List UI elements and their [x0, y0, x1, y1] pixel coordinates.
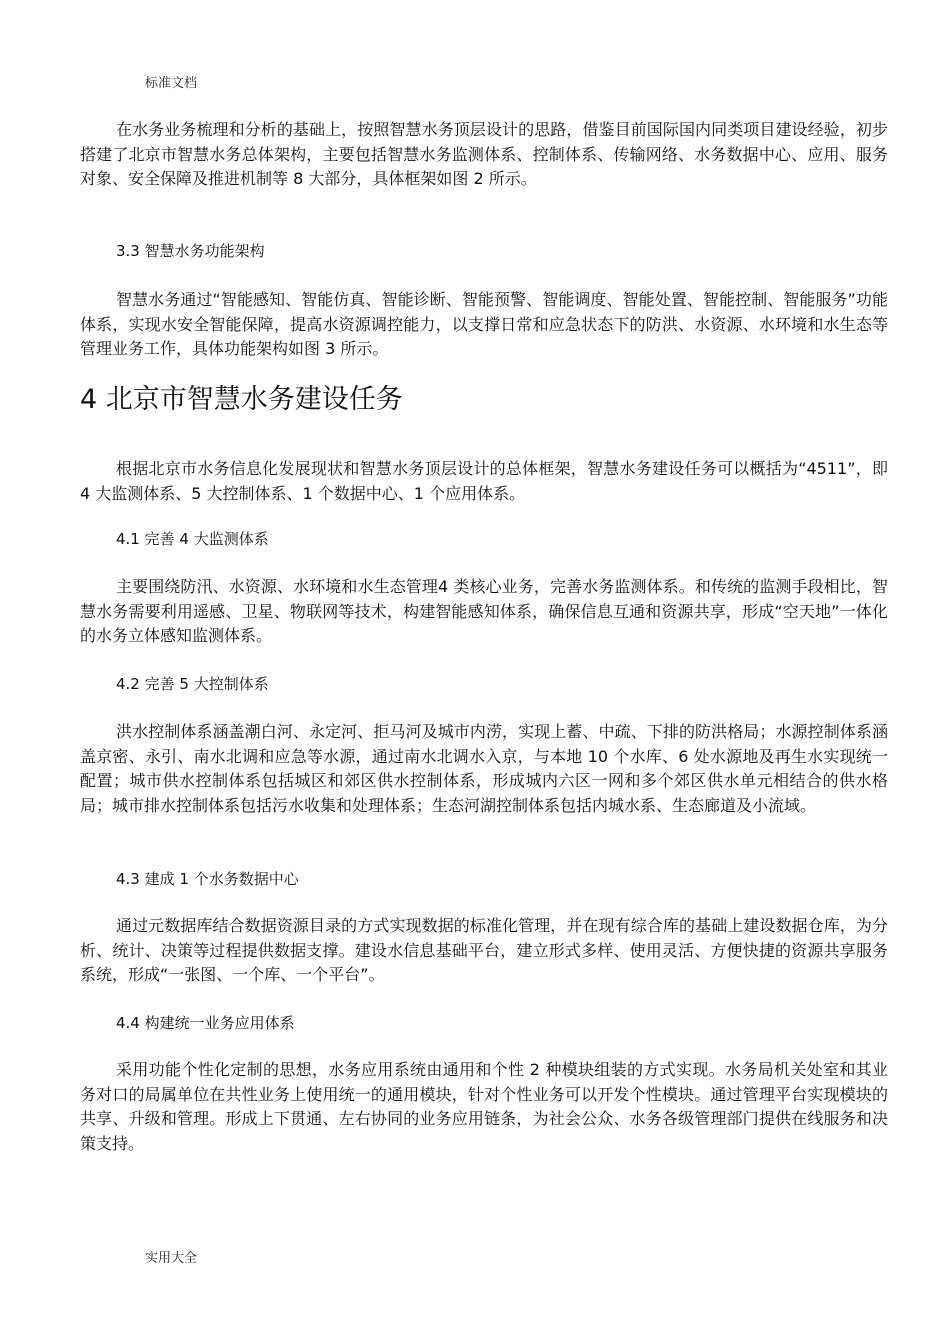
- paragraph-text: 主要围绕防汛、水资源、水环境和水生态管理4 类核心业务，完善水务监测体系。和传统的监测手段相比，智慧水务需要利用遥感、卫星、物联网等技术，构建智能感知体系，确保信息互通和资源共享，形成“空天地”一体化的水务立体感知监测体系。: [80, 577, 888, 645]
- paragraph-text: 智慧水务通过“智能感知、智能仿真、智能诊断、智能预警、智能调度、智能处置、智能控制、智能服务”功能体系，实现水安全智能保障，提高水资源调控能力，以支撑日常和应急状态下的防洪、水资源、水环境和水生态等管理业务工作，具体功能架构如图 3 所示。: [80, 290, 888, 358]
- page-header-note: 标准文档: [145, 76, 198, 91]
- paragraph-text: 根据北京市水务信息化发展现状和智慧水务顶层设计的总体框架，智慧水务建设任务可以概括为“4511”，即 4 大监测体系、5 大控制体系、1 个数据中心、1 个应用体系。: [80, 459, 888, 503]
- paragraph-monitoring-system: [80, 575, 888, 649]
- paragraph-control-system: [80, 720, 888, 818]
- paragraph-text: 通过元数据库结合数据资源目录的方式实现数据的标准化管理，并在现有综合库的基础上建设数据仓库，为分析、统计、决策等过程提供数据支撑。建设水信息基础平台，建立形式多样、使用灵活、方便快捷的资源共享服务系统，形成“一张图、一个库、一个平台”。: [80, 916, 888, 984]
- paragraph-construction-tasks: [80, 457, 888, 506]
- paragraph-data-center: [80, 914, 888, 988]
- page-footer-note: 实用大全: [145, 1251, 198, 1266]
- subsection-title: 3.3 智慧水务功能架构: [116, 242, 265, 260]
- section-heading-4-4: [80, 1012, 888, 1034]
- section-heading-3-3: [80, 240, 888, 262]
- chapter-title: 4 北京市智慧水务建设任务: [80, 384, 403, 415]
- subsection-title: 4.1 完善 4 大监测体系: [116, 530, 269, 548]
- paragraph-function-architecture: [80, 288, 888, 362]
- paragraph-text: 采用功能个性化定制的思想，水务应用系统由通用和个性 2 种模块组装的方式实现。水务局机关处室和其业务对口的局属单位在共性业务上使用统一的通用模块，针对个性业务可以开发个性模块。通过管理平台实现模块的共享、升级和管理。形成上下贯通、左右协同的业务应用链条，为社会公众、水务各级管理部门提供在线服务和决策支持。: [80, 1060, 888, 1153]
- paragraph-architecture-overview: [80, 118, 888, 192]
- paragraph-text: 在水务业务梳理和分析的基础上，按照智慧水务顶层设计的思路，借鉴目前国际国内同类项目建设经验，初步搭建了北京市智慧水务总体架构，主要包括智慧水务监测体系、控制体系、传输网络、水务数据中心、应用、服务对象、安全保障及推进机制等 8 大部分，具体框架如图 2 所示。: [80, 120, 888, 188]
- paragraph-application-system: [80, 1058, 888, 1156]
- section-heading-4-3: [80, 868, 888, 890]
- section-heading-4-2: [80, 673, 888, 695]
- subsection-title: 4.2 完善 5 大控制体系: [116, 675, 269, 693]
- subsection-title: 4.3 建成 1 个水务数据中心: [116, 870, 299, 888]
- subsection-title: 4.4 构建统一业务应用体系: [116, 1014, 295, 1032]
- paragraph-text: 洪水控制体系涵盖潮白河、永定河、拒马河及城市内涝，实现上蓄、中疏、下排的防洪格局；水源控制体系涵盖京密、永引、南水北调和应急等水源，通过南水北调水入京，与本地 10 个水库、6 处水源地及再生水实现统一配置；城市供水控制体系包括城区和郊区供水控制体系，形成城内六区一网和多个郊区供水单元相结合的供水格局；城市排水控制体系包括污水收集和处理体系；生态河湖控制体系包括内城水系、生态廊道及小流域。: [80, 722, 888, 815]
- chapter-heading-4: [80, 383, 888, 417]
- section-heading-4-1: [80, 528, 888, 550]
